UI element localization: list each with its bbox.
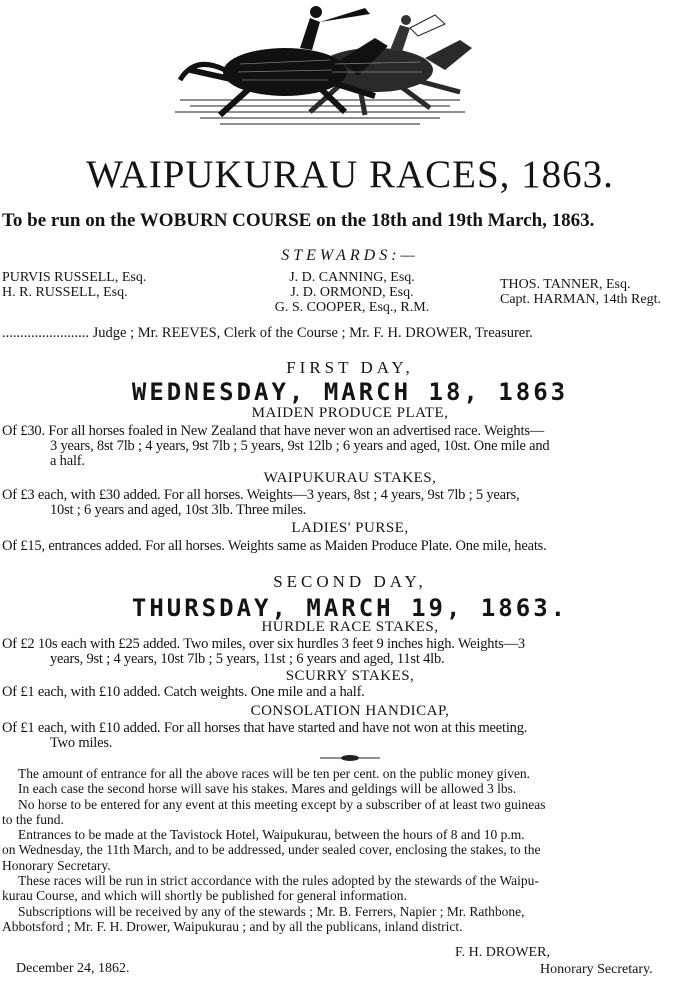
race-line: Of £15, entrances added. For all horses. Weights same as Maiden Produce Plate. One mile, heats. <box>2 538 547 554</box>
note-line: In each case the second horse will save his stakes. Mares and geldings will be allowed 3 lbs. <box>18 781 517 797</box>
second-day-label: SECOND DAY, <box>273 572 427 591</box>
race-line: years, 9st ; 4 years, 10st 7lb ; 5 years, 11st ; 6 years and aged, 11st 4lb. <box>50 651 445 667</box>
race-name: LADIES' PURSE, <box>291 520 409 536</box>
race-name: SCURRY STAKES, <box>285 668 415 684</box>
second-day-date: THURSDAY, MARCH 19, 1863. <box>131 594 569 622</box>
first-day-date: WEDNESDAY, MARCH 18, 1863 <box>131 378 569 406</box>
note-line: These races will be run in strict accordance with the rules adopted by the stewards of the Waipu- <box>18 873 539 889</box>
steward-name: H. R. RUSSELL, Esq. <box>2 285 128 300</box>
race-conditions <box>2 637 525 667</box>
race-line: Of £30. For all horses foaled in New Zealand that have never won an advertised race. Weights— <box>2 423 545 439</box>
note-line: on Wednesday, the 11th March, and to be addressed, under sealed cover, enclosing the stakes, to the <box>2 842 541 858</box>
race-name: MAIDEN PRODUCE PLATE, <box>251 405 449 421</box>
notice-date: December 24, 1862. <box>16 961 130 976</box>
poster-title: WAIPUKURAU RACES, 1863. <box>86 153 614 196</box>
race-line: a half. <box>50 453 85 469</box>
stewards-middle-column <box>252 270 452 315</box>
steward-name: G. S. COOPER, Esq., R.M. <box>274 300 430 315</box>
steward-name: Capt. HARMAN, 14th Regt. <box>500 292 661 307</box>
race-name: WAIPUKURAU STAKES, <box>263 470 437 486</box>
race-line: Of £2 10s each with £25 added. Two miles, over six hurdles 3 feet 9 inches high. Weights—3 <box>2 636 525 652</box>
race-line: Of £1 each, with £10 added. For all horses that have started and have not won at this meeting. <box>2 720 528 736</box>
secretary-title: Honorary Secretary. <box>540 962 653 977</box>
steward-name: J. D. CANNING, Esq. <box>289 270 415 285</box>
race-officials: ........................ Judge ; Mr. REEVES, Clerk of the Course ; Mr. F. H. DROWER, Treasurer. <box>2 325 533 341</box>
note-line: Abbotsford ; Mr. F. H. Drower, Waipukurau ; and by all the publicans, inland district. <box>2 918 463 934</box>
stewards-right-column <box>500 277 661 307</box>
note-line: Entrances to be made at the Tavistock Hotel, Waipukurau, between the hours of 8 and 10 p.m. <box>18 827 525 843</box>
note-line: No horse to be entered for any event at this meeting except by a subscriber of at least two guineas <box>18 796 546 812</box>
note-line: The amount of entrance for all the above races will be ten per cent. on the public money given. <box>18 766 531 781</box>
race-name: HURDLE RACE STAKES, <box>261 619 439 635</box>
race-name: CONSOLATION HANDICAP, <box>250 703 450 719</box>
race-line: Of £3 each, with £30 added. For all horses. Weights—3 years, 8st ; 4 years, 9st 7lb ; 5 years, <box>2 487 520 503</box>
poster-subtitle: To be run on the WOBURN COURSE on the 18th and 19th March, 1863. <box>2 210 595 231</box>
race-line: Of £1 each, with £10 added. Catch weights. One mile and a half. <box>2 684 365 700</box>
entry-notes <box>2 766 545 934</box>
race-conditions <box>2 685 365 700</box>
horse-race-engraving <box>160 0 480 132</box>
steward-name: PURVIS RUSSELL, Esq. <box>2 270 147 285</box>
note-line: to the fund. <box>2 811 64 827</box>
race-conditions <box>2 488 519 518</box>
note-line: Honorary Secretary. <box>2 857 111 873</box>
secretary-name: F. H. DROWER, <box>455 945 550 960</box>
note-line: kurau Course, and which will shortly be published for general information. <box>2 888 407 904</box>
steward-name: THOS. TANNER, Esq. <box>500 277 631 292</box>
stewards-heading: STEWARDS:— <box>281 247 419 264</box>
race-conditions <box>2 721 527 751</box>
note-line: Subscriptions will be received by any of the stewards ; Mr. B. Ferrers, Napier ; Mr. Rathbone, <box>18 903 525 919</box>
race-conditions <box>2 424 549 469</box>
race-line: Two miles. <box>50 735 113 751</box>
stewards-left-column <box>2 270 146 300</box>
race-line: 3 years, 8st 7lb ; 4 years, 9st 7lb ; 5 years, 9st 12lb ; 6 years and aged, 10st. One mile and <box>50 438 550 454</box>
race-conditions <box>2 539 547 554</box>
ornament-divider <box>320 754 380 762</box>
first-day-label: FIRST DAY, <box>286 358 414 377</box>
race-line: 10st ; 6 years and aged, 10st 3lb. Three miles. <box>50 502 307 518</box>
steward-name: J. D. ORMOND, Esq. <box>290 285 414 300</box>
